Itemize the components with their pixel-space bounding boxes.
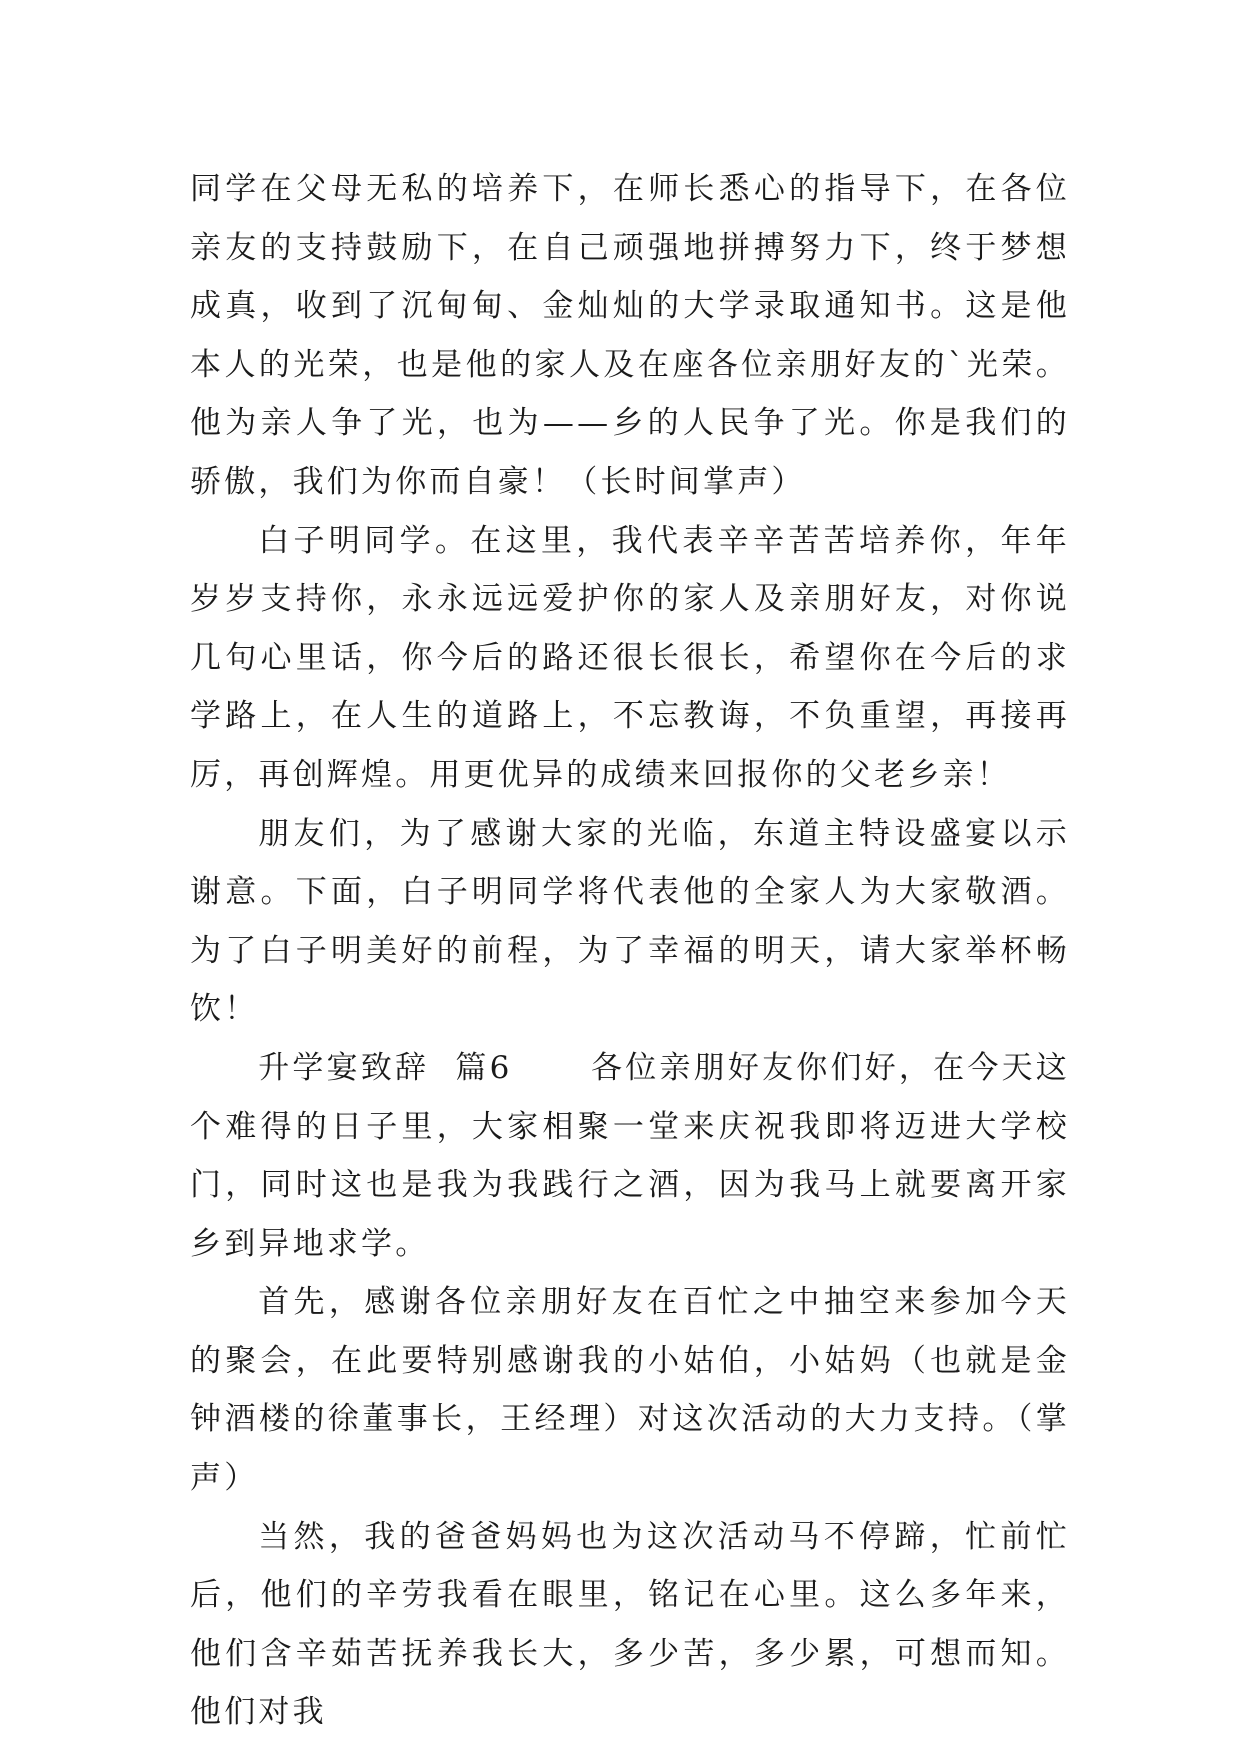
paragraph-4-text: 各位亲朋好友你们好，在今天这个难得的日子里，大家相聚一堂来庆祝我即将迈进大学校门，同时这也是我为我践行之酒，因为我马上就要离开家乡到异地求学。 — [190, 1049, 1070, 1262]
paragraph-1: 同学在父母无私的培养下，在师长悉心的指导下，在各位亲友的支持鼓励下，在自己顽强地拼搏努力下，终于梦想成真，收到了沉甸甸、金灿灿的大学录取通知书。这是他本人的光荣，也是他的家人及在座各位亲朋好友的`光荣。他为亲人争了光，也为——乡的人民争了光。你是我们的骄傲，我们为你而自豪！（长时间掌声） — [190, 171, 1070, 500]
document-body — [190, 160, 1070, 1742]
paragraph-6: 当然，我的爸爸妈妈也为这次活动马不停蹄，忙前忙后，他们的辛劳我看在眼里，铭记在心里。这么多年来，他们含辛茹苦抚养我长大，多少苦，多少累，可想而知。他们对我 — [190, 1518, 1070, 1731]
paragraph-5: 首先，感谢各位亲朋好友在百忙之中抽空来参加今天的聚会，在此要特别感谢我的小姑伯，小姑妈（也就是金钟酒楼的徐董事长，王经理）对这次活动的大力支持。（掌声） — [190, 1284, 1070, 1497]
paragraph-4 — [190, 1039, 1070, 1273]
paragraph-2: 白子明同学。在这里，我代表辛辛苦苦培养你，年年岁岁支持你，永永远远爱护你的家人及亲朋好友，对你说几句心里话，你今后的路还很长很长，希望你在今后的求学路上，在人生的道路上，不忘教诲，不负重望，再接再厉，再创辉煌。用更优异的成绩来回报你的父老乡亲！ — [190, 522, 1070, 793]
section-heading: 升学宴致辞 篇6 — [258, 1049, 513, 1086]
paragraph-3: 朋友们，为了感谢大家的光临，东道主特设盛宴以示谢意。下面，白子明同学将代表他的全家人为大家敬酒。为了白子明美好的前程，为了幸福的明天，请大家举杯畅饮！ — [190, 815, 1070, 1028]
